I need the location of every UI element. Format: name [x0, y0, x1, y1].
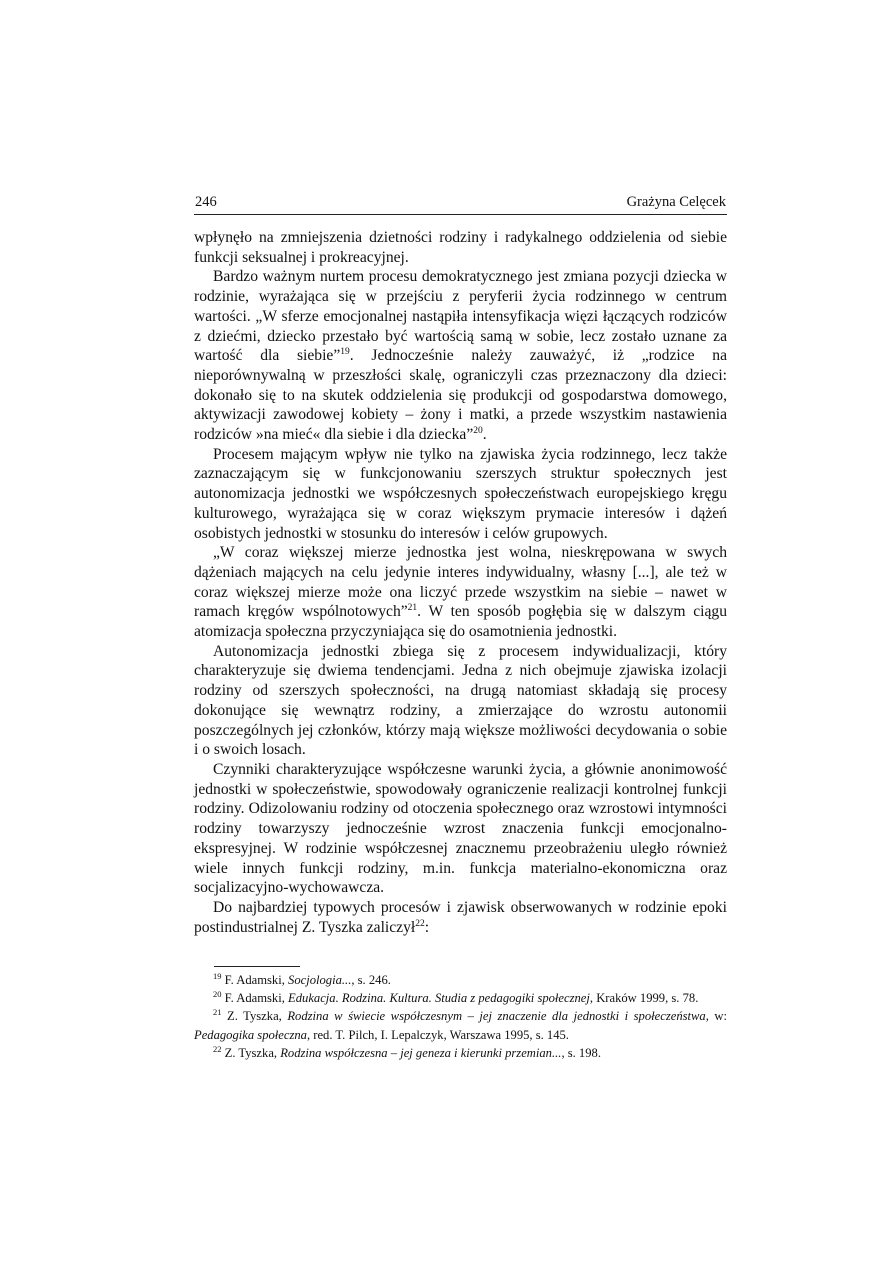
footnote-title: Rodzina współczesna – jej geneza i kierunki przemian... — [280, 1045, 562, 1060]
footnote-separator — [214, 966, 300, 967]
footnote-details: , Kraków 1999, s. 78. — [589, 991, 699, 1006]
footnote-ref-19[interactable]: 19 — [340, 347, 350, 358]
footnote-number: 21 — [213, 1007, 222, 1018]
footnote-details: , w: — [705, 1009, 727, 1024]
footnote-20 — [194, 989, 727, 1007]
paragraph-text: Czynniki charakteryzujące współczesne warunki życia, a głównie anonimowość jednostki w społeczeństwie, spowodowały ograniczenie realizacji kontrolnej funkcji rodziny. Odizolowaniu rodziny od otoczenia społecznego oraz wzrostowi intymności rodziny towarzyszy jednocześnie wzrost znaczenia funkcji emocjonalno-ekspresyjnej. W rodzinie współczesnej znacznemu przeobrażeniu uległo również wiele innych funkcji rodziny, m.in. funkcja materialno-ekonomiczna oraz socjalizacyjno-wychowawcza. — [194, 760, 727, 897]
footnote-number: 19 — [213, 971, 222, 981]
footnote-22 — [194, 1044, 727, 1062]
paragraph-text: . — [482, 426, 487, 444]
footnote-19 — [194, 971, 727, 989]
footnote-author: F. Adamski, — [224, 973, 289, 987]
footnote-ref-22[interactable]: 22 — [415, 918, 425, 929]
footnote-details: , red. T. Pilch, I. Lepalczyk, Warszawa 1995, s. 145. — [306, 1027, 569, 1042]
footnote-title: Rodzina w świecie współczesnym – jej znaczenie dla jednostki i społeczeństwa — [287, 1009, 706, 1024]
footnote-21 — [194, 1007, 727, 1043]
body-text — [194, 228, 727, 937]
footnote-ref-20[interactable]: 20 — [473, 426, 483, 437]
running-head-author: Grażyna Celęcek — [626, 194, 726, 210]
paragraph-text: . W ten sposób pogłębia się w dalszym ciągu atomizacja społeczna przyczyniająca się do osamotnienia jednostki. — [194, 603, 727, 641]
footnote-title: Pedagogika społeczna — [194, 1027, 307, 1042]
paragraph-text: . Jednocześnie należy zauważyć, iż „rodzice na nieporównywalną w przeszłości skalę, ograniczyli czas przeznaczony dla dzieci: dokonało się to na skutek oddzielenia się produkcji od gospodarstwa domowego, aktywizacji zawodowej kobiety – żony i matki, a przede wszystkim nastawienia rodziców »na mieć« dla siebie i dla dziecka” — [194, 347, 727, 444]
footnote-author: Z. Tyszka, — [224, 1045, 281, 1060]
paragraph-text: Bardzo ważnym nurtem procesu demokratycznego jest zmiana pozycji dziecka w rodzinie, wyrażająca się w przejściu z peryferii życia rodzinnego w centrum wartości. „W sferze emocjonalnej nastąpiła intensyfikacja więzi łączących rodziców z dziećmi, dziecko przestało być wartością samą w sobie, lecz zostało uznane za wartość dla siebie” — [194, 268, 727, 365]
paragraph-2 — [194, 267, 727, 444]
paragraph-4 — [194, 543, 727, 642]
footnote-title: Edukacja. Rodzina. Kultura. Studia z pedagogiki społecznej — [288, 991, 590, 1006]
page-number: 246 — [195, 194, 217, 210]
footnote-author: Z. Tyszka, — [227, 1009, 288, 1024]
paragraph-3 — [194, 445, 727, 544]
footnote-number: 22 — [213, 1043, 222, 1054]
paragraph-7 — [194, 898, 727, 937]
footnotes — [194, 971, 727, 1062]
paragraph-text: Procesem mającym wpływ nie tylko na zjawiska życia rodzinnego, lecz także zaznaczającym się w funkcjonowaniu szerszych struktur społecznych jest autonomizacja jednostki we współczesnych społeczeństwach europejskiego kręgu kulturowego, wyrażająca się w coraz większym prymacie interesów i dążeń osobistych jednostki w stosunku do interesów i celów grupowych. — [194, 445, 727, 542]
running-header — [194, 192, 727, 215]
footnote-author: F. Adamski, — [224, 991, 289, 1006]
footnote-ref-21[interactable]: 21 — [407, 603, 418, 614]
paragraph-text: Do najbardziej typowych procesów i zjawisk obserwowanych w rodzinie epoki postindustrialnej Z. Tyszka zaliczył — [194, 898, 727, 936]
footnote-details: , s. 198. — [561, 1045, 601, 1060]
paragraph-text: : — [424, 918, 430, 936]
paragraph-6 — [194, 760, 727, 898]
paragraph-text: „W coraz większej mierze jednostka jest wolna, nieskrępowana w swych dążeniach mających na celu jedynie interes indywidualny, własny [...], ale też w coraz większej mierze może ona liczyć przede wszystkim na siebie – nawet w ramach kręgów wspólnotowych” — [194, 544, 727, 621]
paragraph-1 — [194, 228, 727, 267]
footnote-details: , s. 246. — [351, 973, 391, 987]
paragraph-5 — [194, 642, 727, 760]
paragraph-text: wpłynęło na zmniejszenia dzietności rodziny i radykalnego oddzielenia od siebie funkcji seksualnej i prokreacyjnej. — [194, 229, 727, 266]
paragraph-text: Autonomizacja jednostki zbiega się z procesem indywidualizacji, który charakteryzuje się dwiema tendencjami. Jedna z nich obejmuje zjawiska izolacji rodziny od szerszych społeczności, na drugą natomiast składają się procesy dokonujące się wewnątrz rodziny, a zmierzające do wzrostu autonomii poszczególnych jej członków, którzy mają większe możliwości decydowania o sobie i o swoich losach. — [194, 642, 727, 759]
footnote-title: Socjologia... — [288, 973, 352, 987]
footnote-number: 20 — [213, 989, 222, 1000]
